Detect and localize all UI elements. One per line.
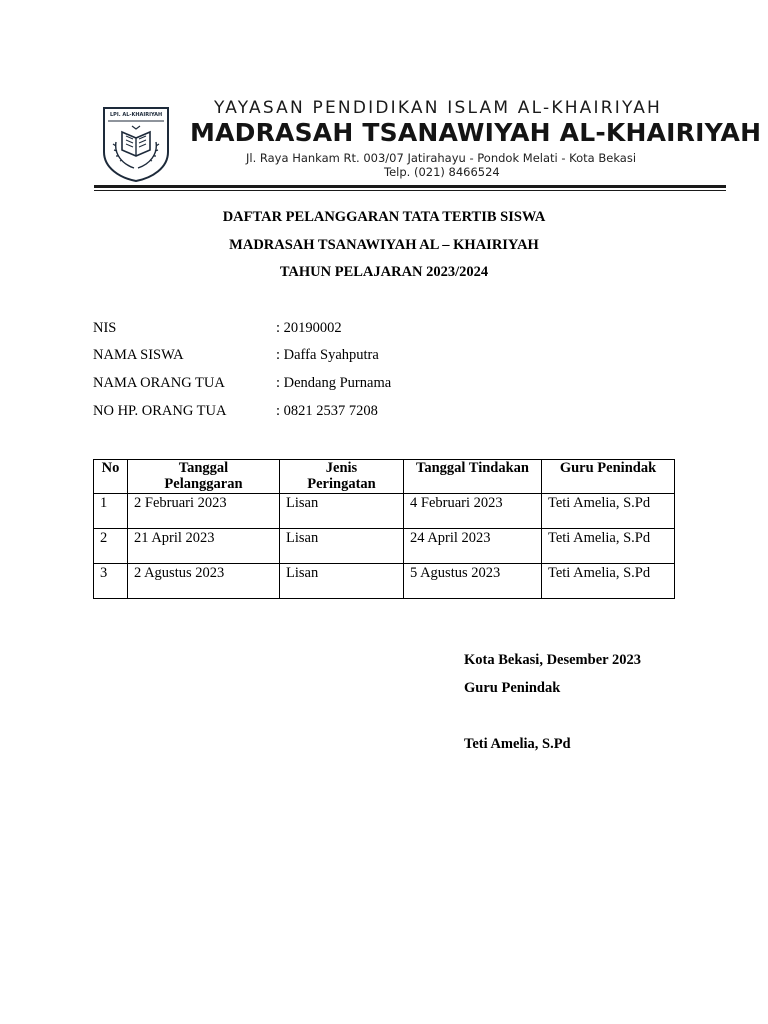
table-row bbox=[94, 529, 675, 564]
violations-table bbox=[93, 459, 675, 599]
header-jenis-peringatan bbox=[280, 460, 404, 494]
cell-tanggal: 2 Februari 2023 bbox=[128, 494, 280, 529]
cell-no: 3 bbox=[94, 564, 128, 599]
document-subtitle-school: MADRASAH TSANAWIYAH AL – KHAIRIYAH bbox=[229, 237, 539, 253]
table-header-row bbox=[94, 460, 675, 494]
school-name: MADRASAH TSANAWIYAH AL-KHAIRIYAH bbox=[190, 118, 762, 147]
cell-tindakan: 24 April 2023 bbox=[404, 529, 542, 564]
cell-guru: Teti Amelia, S.Pd bbox=[542, 564, 675, 599]
signature-role: Guru Penindak bbox=[464, 680, 561, 696]
cell-tanggal: 2 Agustus 2023 bbox=[128, 564, 280, 599]
cell-jenis: Lisan bbox=[280, 494, 404, 529]
school-logo bbox=[102, 106, 170, 182]
cell-guru: Teti Amelia, S.Pd bbox=[542, 494, 675, 529]
header-tanggal-line2: Pelanggaran bbox=[164, 476, 243, 492]
cell-tanggal: 21 April 2023 bbox=[128, 529, 280, 564]
letterhead-divider-thin bbox=[94, 190, 726, 191]
cell-guru: Teti Amelia, S.Pd bbox=[542, 529, 675, 564]
nis-value: : 20190002 bbox=[276, 320, 342, 336]
cell-jenis: Lisan bbox=[280, 529, 404, 564]
header-jenis-line2: Peringatan bbox=[307, 476, 376, 492]
nis-label: NIS bbox=[93, 320, 117, 336]
signature-place-date: Kota Bekasi, Desember 2023 bbox=[464, 652, 641, 668]
document-title: DAFTAR PELANGGARAN TATA TERTIB SISWA bbox=[222, 209, 546, 225]
parent-name-label: NAMA ORANG TUA bbox=[93, 375, 225, 391]
parent-phone-label: NO HP. ORANG TUA bbox=[93, 403, 227, 419]
letterhead bbox=[94, 98, 762, 194]
cell-no: 1 bbox=[94, 494, 128, 529]
cell-no: 2 bbox=[94, 529, 128, 564]
parent-name-value: : Dendang Purnama bbox=[276, 375, 392, 391]
cell-tindakan: 5 Agustus 2023 bbox=[404, 564, 542, 599]
header-tanggal-line1: Tanggal bbox=[178, 460, 229, 476]
header-tanggal-tindakan: Tanggal Tindakan bbox=[404, 460, 542, 494]
logo-caption: LPI. AL-KHAIRIYAH bbox=[110, 112, 163, 118]
cell-tindakan: 4 Februari 2023 bbox=[404, 494, 542, 529]
table-row bbox=[94, 564, 675, 599]
header-tanggal-pelanggaran bbox=[128, 460, 280, 494]
header-jenis-line1: Jenis bbox=[325, 460, 358, 476]
table-row bbox=[94, 494, 675, 529]
parent-phone-value: : 0821 2537 7208 bbox=[276, 403, 378, 419]
foundation-name: YAYASAN PENDIDIKAN ISLAM AL-KHAIRIYAH bbox=[214, 98, 663, 118]
student-name-value: : Daffa Syahputra bbox=[276, 347, 379, 363]
document-subtitle-year: TAHUN PELAJARAN 2023/2024 bbox=[279, 264, 489, 280]
letterhead-divider bbox=[94, 185, 726, 188]
student-name-label: NAMA SISWA bbox=[93, 347, 184, 363]
school-phone: Telp. (021) 8466524 bbox=[384, 165, 500, 179]
header-no: No bbox=[94, 460, 128, 494]
header-guru-penindak: Guru Penindak bbox=[542, 460, 675, 494]
cell-jenis: Lisan bbox=[280, 564, 404, 599]
school-address: Jl. Raya Hankam Rt. 003/07 Jatirahayu - Pondok Melati - Kota Bekasi bbox=[246, 151, 637, 165]
signature-name: Teti Amelia, S.Pd bbox=[464, 736, 571, 752]
